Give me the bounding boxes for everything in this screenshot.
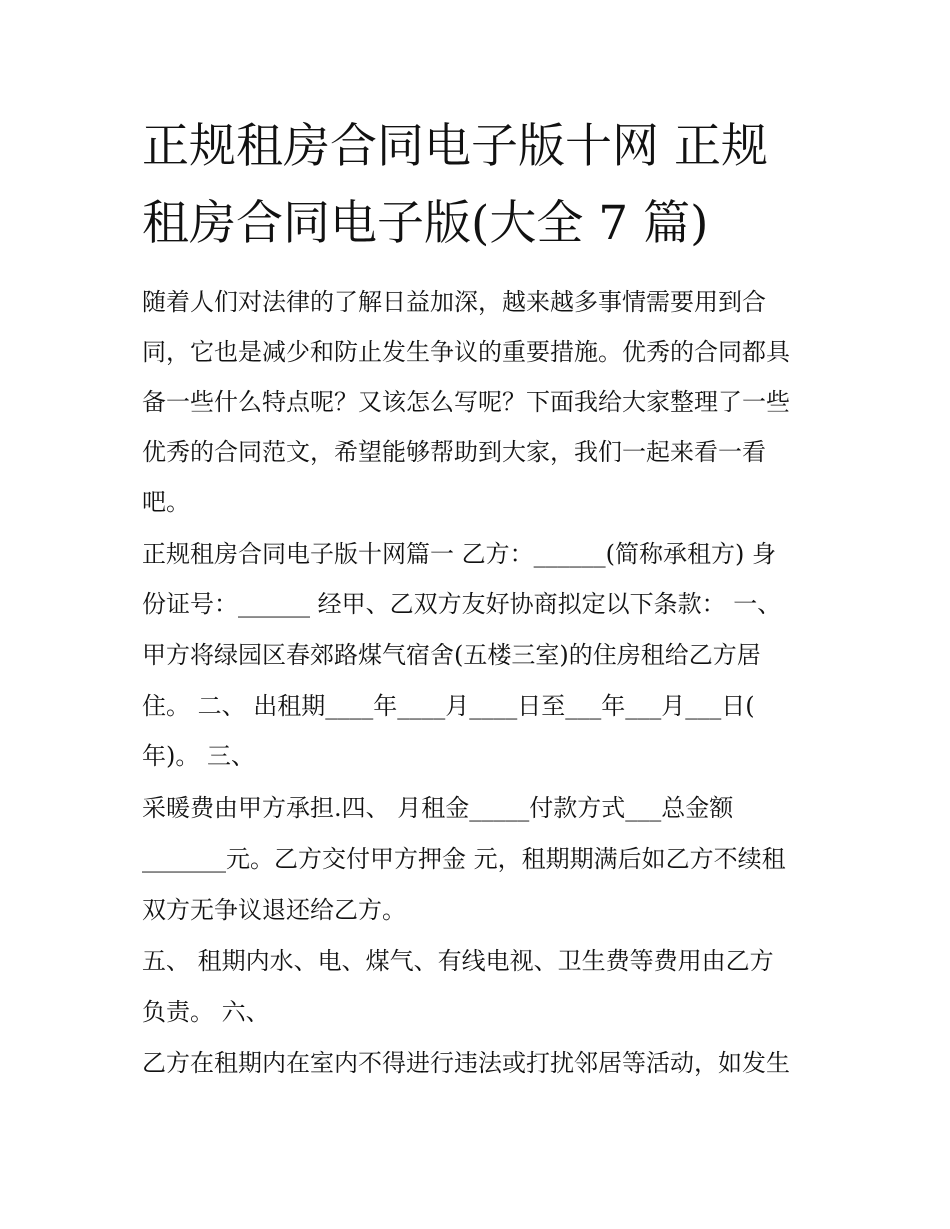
body-line: 份证号：______ 经甲、乙双方友好协商拟定以下条款： 一、 (142, 590, 782, 618)
body-line: 负责。 六、 (142, 998, 270, 1026)
body-line: 乙方在租期内在室内不得进行违法或打扰邻居等活动，如发生 (142, 1049, 790, 1077)
document-title-line-2: 租房合同电子版(大全 7 篇) (142, 196, 709, 251)
document-title-line-1: 正规租房合同电子版十网 正规 (142, 119, 768, 174)
body-line: 正规租房合同电子版十网篇一 乙方：______(简称承租方) 身 (142, 540, 776, 568)
body-line: 年)。 三、 (142, 742, 255, 770)
body-line: 采暖费由甲方承担.四、 月租金_____付款方式___总金额 (142, 794, 734, 822)
body-line: 甲方将绿园区春郊路煤气宿舍(五楼三室)的住房租给乙方居 (142, 641, 761, 669)
body-line: 随着人们对法律的了解日益加深，越来越多事情需要用到合 (142, 288, 766, 316)
body-line: 住。 二、 出租期____年____月____日至___年___月___日( (142, 692, 755, 720)
body-line: 备一些什么特点呢？又该怎么写呢？下面我给大家整理了一些 (142, 388, 790, 416)
body-line: 双方无争议退还给乙方。 (142, 896, 406, 924)
body-line: 优秀的合同范文，希望能够帮助到大家，我们一起来看一看 (142, 438, 766, 466)
body-line: _______元。乙方交付甲方押金 元，租期期满后如乙方不续租 (142, 845, 786, 873)
body-line: 同，它也是减少和防止发生争议的重要措施。优秀的合同都具 (142, 338, 790, 366)
body-line: 五、 租期内水、电、煤气、有线电视、卫生费等费用由乙方 (142, 947, 774, 975)
body-line: 吧。 (142, 488, 190, 516)
